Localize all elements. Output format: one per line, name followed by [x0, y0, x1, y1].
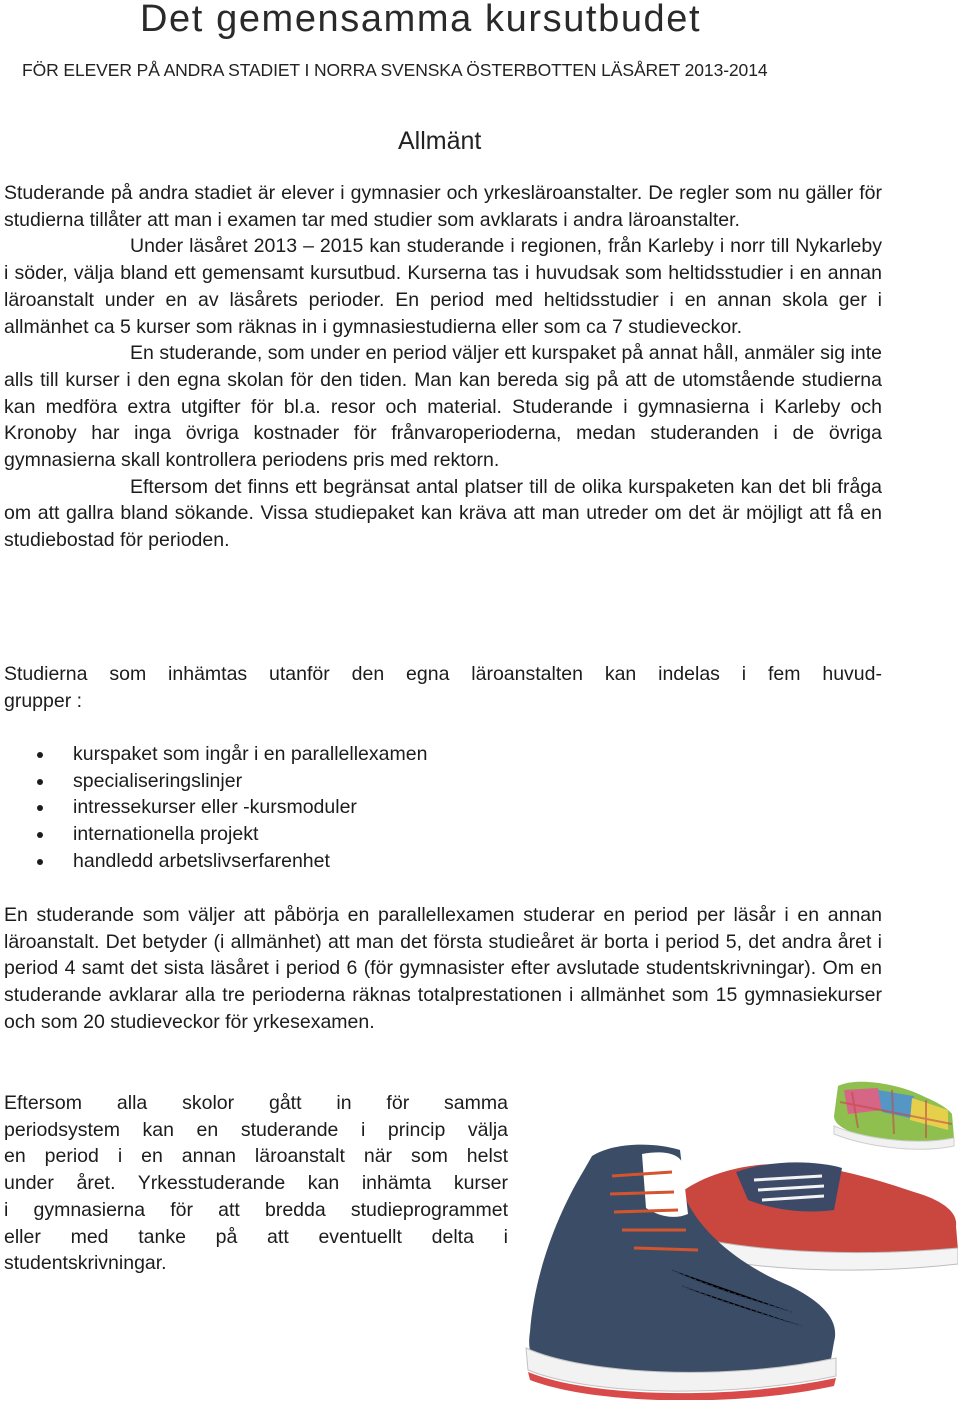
- bullet-icon: [37, 859, 43, 865]
- list-item-label: handledd arbetslivserfarenhet: [73, 849, 330, 872]
- page-subtitle: FÖR ELEVER PÅ ANDRA STADIET I NORRA SVENSKA ÖSTERBOTTEN LÄSÅRET 2013-2014: [22, 60, 768, 80]
- closing-line: i gymnasierna för att bredda studieprogrammet: [4, 1198, 508, 1221]
- page-title: Det gemensamma kursutbudet: [140, 0, 702, 40]
- bullet-icon: [37, 832, 43, 838]
- list-item: [4, 741, 427, 768]
- parallel-section: [4, 902, 882, 1036]
- groups-intro: [4, 661, 882, 714]
- intro-section: [4, 180, 882, 554]
- list-item-label: specialiseringslinjer: [73, 769, 243, 792]
- bullet-icon: [37, 779, 43, 785]
- closing-line: Eftersom alla skolor gått in för samma: [4, 1092, 508, 1114]
- bullet-icon: [37, 805, 43, 811]
- bullet-icon: [37, 752, 43, 758]
- closing-line: periodsystem kan en studerande i princip välja: [4, 1118, 508, 1141]
- closing-section: [4, 1090, 508, 1277]
- groups-intro-line: grupper :: [4, 689, 83, 712]
- intro-paragraph: Studerande på andra stadiet är elever i gymnasier och yrkesläroanstalter. De regler som nu gäller för studierna tillåter att man i examen tar med studier som avklarats i andra läroanstalter.: [4, 182, 882, 231]
- list-item: [4, 848, 427, 875]
- list-item-label: internationella projekt: [73, 823, 259, 846]
- groups-intro-line: Studierna som inhämtas utanför den egna läroanstalten kan indelas i fem huvud-: [4, 663, 882, 685]
- plaid-sneaker: [834, 1082, 954, 1149]
- list-item: [4, 768, 427, 795]
- closing-line: studentskrivningar.: [4, 1252, 167, 1275]
- closing-line: eller med tanke på att eventuellt delta i: [4, 1225, 508, 1248]
- intro-paragraph: En studerande, som under en period väljer ett kurspaket på annat håll, anmäler sig inte alls till kurser i den egna skolan för den tiden. Man kan bereda sig på att de utomstående studierna kan medföra extra utgifter för bl.a. resor och material. Studerande i gymnasierna i Karleby och Kronoby har inga övriga kostnader för frånvaroperioderna, medan studeranden i de övriga gymnasierna skall kontrollera periodens pris med rektorn.: [4, 342, 882, 472]
- list-item-label: intressekurser eller -kursmoduler: [73, 796, 357, 819]
- list-item: [4, 794, 427, 821]
- closing-line: en period i en annan läroanstalt när som helst: [4, 1145, 508, 1168]
- groups-list: [4, 741, 427, 875]
- sneakers-image: [522, 1080, 958, 1400]
- intro-paragraph: Under läsåret 2013 – 2015 kan studerande i regionen, från Karleby i norr till Nykarleby i söder, välja bland ett gemensamt kursutbud. Kurserna tas i huvudsak som heltidsstudier i en annan läroanstalt under en av läsårets perioder. En period med heltidsstudier i en annan skola ger i allmänhet ca 5 kurser som räknas in i gymnasiestudierna eller som ca 7 studieveckor.: [4, 235, 882, 338]
- intro-paragraph: Eftersom det finns ett begränsat antal platser till de olika kurspaketen kan det bli fråga om att gallra bland sökande. Vissa studiepaket kan kräva att man utreder om det är möjligt att få en studiebostad för perioden.: [4, 475, 882, 552]
- section-heading: Allmänt: [398, 127, 482, 155]
- closing-line: under året. Yrkesstuderande kan inhämta kurser: [4, 1172, 508, 1195]
- list-item: [4, 821, 427, 848]
- list-item-label: kurspaket som ingår i en parallellexamen: [73, 743, 428, 765]
- parallel-paragraph: En studerande som väljer att påbörja en parallellexamen studerar en period per läsår i en annan läroanstalt. Det betyder (i allmänhet) att man det första studieåret är borta i period 5, det andra året i period 4 samt det sista läsåret i period 6 (för gymnasister efter avslutade studentskrivningar). Om en studerande avklarar alla tre perioderna räknas totalprestationen i allmänhet som 15 gymnasiekurser och som 20 studieveckor för yrkesexamen.: [4, 904, 882, 1033]
